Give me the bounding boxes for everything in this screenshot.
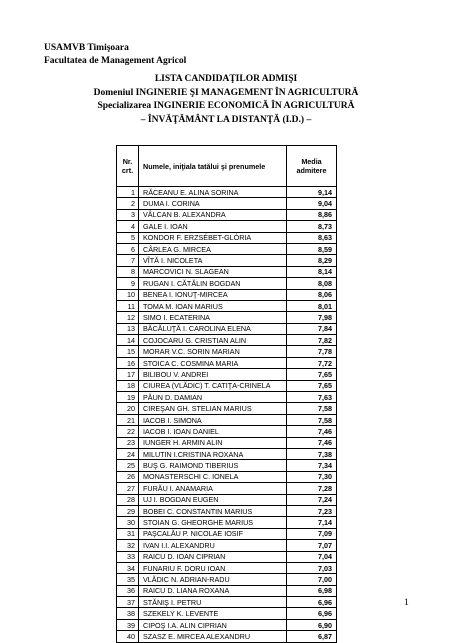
title-line-3: Specializarea INGINERIE ECONOMICĂ ÎN AGRICULTURĂ: [97, 101, 355, 111]
table-row: [117, 528, 337, 539]
row-number: 12: [117, 312, 139, 323]
candidate-name: RĂCEANU E. ALINA SORINA: [139, 187, 287, 198]
table-row: [117, 232, 337, 243]
candidate-name: COJOCARU G. CRISTIAN ALIN: [139, 335, 287, 346]
candidate-name: CÂRLEA G. MIRCEA: [139, 243, 287, 254]
admission-grade: 7,63: [287, 392, 337, 403]
table-row: [117, 369, 337, 380]
candidate-name: IACOB I. SIMONA: [139, 414, 287, 425]
table-body: [117, 187, 337, 643]
candidate-name: MORAR V.C. SORIN MARIAN: [139, 346, 287, 357]
row-number: 3: [117, 209, 139, 220]
row-number: 34: [117, 562, 139, 573]
candidate-name: BĂCĂLUŢĂ I. CAROLINA ELENA: [139, 323, 287, 334]
table-row: [117, 221, 337, 232]
candidate-name: VÎTĂ I. NICOLETA: [139, 255, 287, 266]
admission-grade: 7,00: [287, 574, 337, 585]
admission-grade: 7,03: [287, 562, 337, 573]
table-row: [117, 380, 337, 391]
admission-grade: 7,30: [287, 471, 337, 482]
admission-grade: 8,01: [287, 300, 337, 311]
table-row: [117, 619, 337, 630]
candidates-table-container: [116, 145, 337, 643]
admission-grade: 8,14: [287, 266, 337, 277]
faculty-name: Facultatea de Management Agricol: [44, 56, 187, 66]
candidate-name: SZASZ E. MIRCEA ALEXANDRU: [139, 631, 287, 642]
row-number: 1: [117, 187, 139, 198]
row-number: 39: [117, 619, 139, 630]
table-row: [117, 597, 337, 608]
row-number: 11: [117, 300, 139, 311]
table-row: [117, 323, 337, 334]
table-row: [117, 471, 337, 482]
table-row: [117, 243, 337, 254]
candidate-name: IVAN I.I. ALEXANDRU: [139, 540, 287, 551]
candidate-name: PĂUN D. DAMIAN: [139, 392, 287, 403]
row-number: 33: [117, 551, 139, 562]
header-name: Numele, iniţiala tatălui şi prenumele: [139, 146, 287, 187]
table-row: [117, 209, 337, 220]
table-row: [117, 392, 337, 403]
table-row: [117, 266, 337, 277]
row-number: 9: [117, 278, 139, 289]
row-number: 35: [117, 574, 139, 585]
admission-grade: 7,58: [287, 414, 337, 425]
admission-grade: 8,86: [287, 209, 337, 220]
table-row: [117, 505, 337, 516]
admission-grade: 7,23: [287, 505, 337, 516]
candidate-name: STĂNIŞ I. PETRU: [139, 597, 287, 608]
table-row: [117, 448, 337, 459]
candidate-name: VÂLCAN B. ALEXANDRA: [139, 209, 287, 220]
row-number: 40: [117, 631, 139, 642]
candidate-name: FUNARIU F. DORU IOAN: [139, 562, 287, 573]
admission-grade: 7,38: [287, 448, 337, 459]
candidate-name: MARCOVICI N. SLAGEAN: [139, 266, 287, 277]
table-row: [117, 346, 337, 357]
admission-grade: 7,28: [287, 483, 337, 494]
row-number: 5: [117, 232, 139, 243]
table-row: [117, 631, 337, 642]
candidate-name: IACOB I. IOAN DANIEL: [139, 426, 287, 437]
table-row: [117, 278, 337, 289]
admission-grade: 7,82: [287, 335, 337, 346]
row-number: 10: [117, 289, 139, 300]
admission-grade: 7,46: [287, 437, 337, 448]
table-row: [117, 414, 337, 425]
admission-grade: 7,65: [287, 369, 337, 380]
row-number: 6: [117, 243, 139, 254]
row-number: 13: [117, 323, 139, 334]
admission-grade: 7,46: [287, 426, 337, 437]
document-header: [44, 42, 186, 68]
row-number: 31: [117, 528, 139, 539]
admission-grade: 7,07: [287, 540, 337, 551]
admission-grade: 7,72: [287, 357, 337, 368]
admission-grade: 6,98: [287, 585, 337, 596]
table-row: [117, 335, 337, 346]
candidates-table: [116, 145, 337, 643]
row-number: 24: [117, 448, 139, 459]
admission-grade: 6,87: [287, 631, 337, 642]
admission-grade: 8,73: [287, 221, 337, 232]
row-number: 38: [117, 608, 139, 619]
admission-grade: 7,24: [287, 494, 337, 505]
table-row: [117, 437, 337, 448]
candidate-name: GALE I. IOAN: [139, 221, 287, 232]
admission-grade: 6,96: [287, 608, 337, 619]
table-row: [117, 494, 337, 505]
row-number: 14: [117, 335, 139, 346]
table-row: [117, 187, 337, 198]
candidate-name: RAICU D. LIANA ROXANA: [139, 585, 287, 596]
admission-grade: 7,84: [287, 323, 337, 334]
row-number: 17: [117, 369, 139, 380]
row-number: 18: [117, 380, 139, 391]
admission-grade: 6,96: [287, 597, 337, 608]
row-number: 2: [117, 198, 139, 209]
candidate-name: BOBEI C. CONSTANTIN MARIUS: [139, 505, 287, 516]
admission-grade: 7,04: [287, 551, 337, 562]
table-row: [117, 562, 337, 573]
table-row: [117, 551, 337, 562]
admission-grade: 8,06: [287, 289, 337, 300]
table-row: [117, 300, 337, 311]
table-row: [117, 517, 337, 528]
candidate-name: BUŞ G. RAIMOND TIBERIUS: [139, 460, 287, 471]
table-row: [117, 403, 337, 414]
row-number: 15: [117, 346, 139, 357]
table-row: [117, 540, 337, 551]
candidate-name: VLĂDIC N. ADRIAN-RADU: [139, 574, 287, 585]
admission-grade: 8,63: [287, 232, 337, 243]
title-line-1: LISTA CANDIDAŢILOR ADMIŞI: [154, 74, 298, 84]
admission-grade: 8,08: [287, 278, 337, 289]
admission-grade: 7,09: [287, 528, 337, 539]
header-media: Media admitere: [287, 146, 337, 187]
candidate-name: SZEKELY K. LEVENTE: [139, 608, 287, 619]
candidate-name: SIMO I. ECATERINA: [139, 312, 287, 323]
admission-grade: 7,34: [287, 460, 337, 471]
candidate-name: CIREŞAN GH. STELIAN MARIUS: [139, 403, 287, 414]
row-number: 8: [117, 266, 139, 277]
candidate-name: TOMA M. IOAN MARIUS: [139, 300, 287, 311]
row-number: 7: [117, 255, 139, 266]
candidate-name: RUGAN I. CĂTĂLIN BOGDAN: [139, 278, 287, 289]
table-row: [117, 483, 337, 494]
candidate-name: IUNGER H. ARMIN ALIN: [139, 437, 287, 448]
candidate-name: FURĂU I. ANAMARIA: [139, 483, 287, 494]
table-row: [117, 312, 337, 323]
row-number: 28: [117, 494, 139, 505]
admission-grade: 7,14: [287, 517, 337, 528]
candidate-name: UJ I. BOGDAN EUGEN: [139, 494, 287, 505]
row-number: 25: [117, 460, 139, 471]
row-number: 29: [117, 505, 139, 516]
row-number: 26: [117, 471, 139, 482]
table-row: [117, 574, 337, 585]
admission-grade: 9,04: [287, 198, 337, 209]
row-number: 30: [117, 517, 139, 528]
university-name: USAMVB Timişoara: [44, 43, 129, 53]
candidate-name: STOIAN G. GHEORGHE MARIUS: [139, 517, 287, 528]
admission-grade: 9,14: [287, 187, 337, 198]
row-number: 22: [117, 426, 139, 437]
row-number: 23: [117, 437, 139, 448]
title-line-4: – ÎNVĂŢĂMÂNT LA DISTANŢĂ (I.D.) –: [140, 114, 312, 125]
row-number: 21: [117, 414, 139, 425]
candidate-name: MONASTERSCHI C. IONELA: [139, 471, 287, 482]
candidate-name: CIUREA (VLĂDIC) T. CATIŢA-CRINELA: [139, 380, 287, 391]
candidate-name: RAICU D. IOAN CIPRIAN: [139, 551, 287, 562]
row-number: 36: [117, 585, 139, 596]
table-header-row: [117, 146, 337, 187]
table-row: [117, 460, 337, 471]
page-number: 1: [404, 598, 409, 608]
row-number: 16: [117, 357, 139, 368]
document-title: [0, 73, 452, 127]
row-number: 4: [117, 221, 139, 232]
admission-grade: 7,98: [287, 312, 337, 323]
table-row: [117, 608, 337, 619]
table-row: [117, 255, 337, 266]
row-number: 20: [117, 403, 139, 414]
header-nr: Nr. crt.: [117, 146, 139, 187]
admission-grade: 8,59: [287, 243, 337, 254]
row-number: 37: [117, 597, 139, 608]
candidate-name: CIPOŞ I.A. ALIN CIPRIAN: [139, 619, 287, 630]
table-row: [117, 426, 337, 437]
candidate-name: MILUTIN I.CRISTINA ROXANA: [139, 448, 287, 459]
table-row: [117, 289, 337, 300]
candidate-name: BENEA I. IONUŢ-MIRCEA: [139, 289, 287, 300]
candidate-name: DUMA I. CORINA: [139, 198, 287, 209]
candidate-name: BILIBOU V. ANDREI: [139, 369, 287, 380]
admission-grade: 7,65: [287, 380, 337, 391]
admission-grade: 6,90: [287, 619, 337, 630]
row-number: 32: [117, 540, 139, 551]
row-number: 27: [117, 483, 139, 494]
candidate-name: STOICA C. COSMINA MARIA: [139, 357, 287, 368]
row-number: 19: [117, 392, 139, 403]
candidate-name: KONDOR F. ERZSÉBET-GLÓRIA: [139, 232, 287, 243]
admission-grade: 7,78: [287, 346, 337, 357]
admission-grade: 7,58: [287, 403, 337, 414]
admission-grade: 8,29: [287, 255, 337, 266]
table-row: [117, 357, 337, 368]
candidate-name: PAŞCALĂU P. NICOLAE IOSIF: [139, 528, 287, 539]
title-line-2: Domeniul INGINERIE ŞI MANAGEMENT ÎN AGRICULTURĂ: [93, 87, 359, 98]
table-row: [117, 585, 337, 596]
table-row: [117, 198, 337, 209]
